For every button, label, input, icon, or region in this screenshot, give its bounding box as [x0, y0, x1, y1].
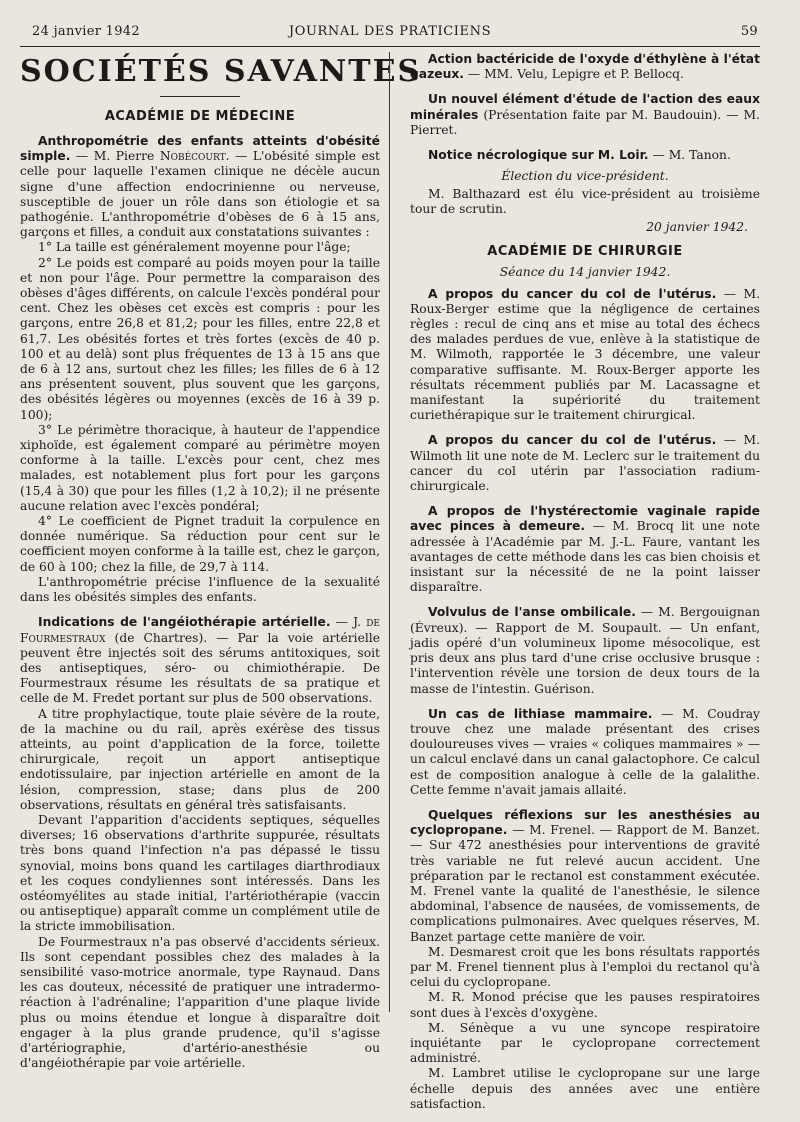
article-eaux-minerales: Un nouvel élément d'étude de l'action des eaux minérales (Présentation faite par M. Baudouin). — M. Pierret. [410, 92, 760, 137]
paragraph: M. Lambret utilise le cyclopropane sur une large échelle depuis des années avec une entière satisfaction. [410, 1066, 760, 1111]
masthead-rule [160, 96, 240, 97]
journal-title: JOURNAL DES PRATICIENS [288, 24, 492, 39]
two-column-body [20, 52, 760, 1122]
article-title: Un cas de lithiase mammaire. [428, 706, 653, 721]
issue-date: 24 janvier 1942 [32, 24, 140, 39]
article-cancer-col-1: A propos du cancer du col de l'utérus. — M. Roux-Berger estime que la négligence de certaines règles : recul de cinq ans et mise au total des échecs des malades perdues de vue, enlève à la statistique de M. Wilmoth, rapportée le 3 décembre, une valeur comparative suffisante. M. Roux-Berger apporte les résultats récemment publiés par M. Lacassagne et manifestant la supériorité du traitement curiethérapique sur le traitement chirurgical. [410, 286, 760, 423]
right-column [390, 52, 760, 1122]
page-number: 59 [740, 24, 758, 39]
article-author: de Fourmestraux [20, 615, 380, 645]
article-title: Quelques réflexions sur les anesthésies au cyclopropane. [410, 807, 760, 838]
article-title: Notice nécrologique sur M. Loir. [428, 148, 649, 163]
article-author: Nobécourt [159, 149, 226, 164]
running-head [20, 18, 760, 42]
article-lithiase: Un cas de lithiase mammaire. — M. Coudray trouve chez une malade présentant des crises douloureuses vives — vraies « coliques mammaires » — un calcul enclavé dans un canal galactophore. Ce calcul est de composition analogue à celle de la galalithe. Cette femme n'avait jamais allaité. [410, 706, 760, 797]
article-title: Action bactéricide de l'oxyde d'éthylène à l'état gazeux. [410, 52, 760, 82]
article-title: A propos du cancer du col de l'utérus. [428, 433, 717, 448]
paragraph: 4° Le coefficient de Pignet traduit la corpulence en donnée numérique. Sa réduction pour cent sur le coefficient moyen conforme à la taille est, chez le garçon, de 60 à 100; chez la fille, de 29,7 à 114. [20, 514, 380, 574]
article-title: A propos de l'hystérectomie vaginale rapide avec pinces à demeure. [410, 504, 760, 534]
paragraph: 2° Le poids est comparé au poids moyen pour la taille et non pour l'âge. Pour permettre la comparaison des obèses d'âges différents, on calcule l'excès pondéral pour cent. Chez les obèses cet excès est compris : pour les garçons, entre 26,8 et 81,2; pour les filles, entre 22,8 et 61,7. Les obésités fortes et très fortes (excès de 40 p. 100 et au delà) sont plus fréquentes de 13 à 15 ans que de 6 à 12 ans, surtout chez les filles; les filles de 6 à 12 ans présentent souvent, plus souvent que les garçons, des obésités légères ou moyennes (excès de 16 à 39 p. 100); [20, 255, 380, 422]
paragraph: M. Desmarest croit que les bons résultats rapportés par M. Frenel tiennent plus à l'emploi du rectanol qu'à celui du cyclopropane. [410, 944, 760, 990]
article-obesite: Anthropométrie des enfants atteints d'obésité simple. — M. Pierre Nobécourt. — L'obésité simple est celle pour laquelle l'examen clinique ne décèle aucun signe d'une affection endocrinienne ou nerveuse, susceptible de jouer un rôle dans son étiologie et sa pathogénie. L'anthropométrie d'obèses de 6 à 15 ans, garçons et filles, a conduit aux constatations suivantes : 1° La taille est généralement moyenne pour l'âge; 2° Le poids est comparé au poids moyen pour la taille et non pour l'âge. Pour permettre la comparaison des obèses d'âges différents, on calcule l'excès pondéral pour cent. Chez les obèses cet excès est compris : pour les garçons, entre 26,8 et 81,2; pour les filles, entre 22,8 et 61,7. Les obésités fortes et très fortes (excès de 40 p. 100 et au delà) sont plus fréquentes de 13 à 15 ans que de 6 à 12 ans, surtout chez les filles; les filles de 6 à 12 ans présentent souvent, plus souvent que les garçons, des obésités légères ou moyennes (excès de 16 à 39 p. 100); 3° Le périmètre thoracique, à hauteur de l'appendice xiphoïde, est également comparé au périmètre moyen conforme à la taille. L'excès pour cent, chez mes malades, est notablement plus fort pour les garçons (15,4 à 30) que pour les filles (1,2 à 10,2); il ne présente aucune relation avec l'excès pondéral; 4° Le coefficient de Pignet traduit la corpulence en donnée numérique. Sa réduction pour cent sur le coefficient moyen conforme à la taille est, chez le garçon, de 60 à 100; chez la fille, de 29,7 à 114. L'anthropométrie précise l'influence de la sexualité dans les obésités simples des enfants. [20, 134, 380, 605]
paragraph: 1° La taille est généralement moyenne pour l'âge; [38, 240, 351, 255]
paragraph: M. R. Monod précise que les pauses respiratoires sont dues à l'excès d'oxygène. [410, 990, 760, 1020]
article-oxyde-ethylene: Action bactéricide de l'oxyde d'éthylène à l'état gazeux. — MM. Velu, Lepigre et P. Bellocq. [410, 52, 760, 82]
paragraph: De Fourmestraux n'a pas observé d'accidents sérieux. Ils sont cependant possibles chez des malades à la sensibilité vaso-motrice anormale, type Raynaud. Dans les cas douteux, nécessité de pratiquer une intradermo-réaction à l'adrénaline; l'apparition d'une plaque livide plus ou moins étendue et longue à disparaître doit engager à la plus grande prudence, qu'il s'agisse d'artériographie, d'artério-anesthésie ou d'angéiothérapie par voie artérielle. [20, 934, 380, 1071]
article-notice-loir: Notice nécrologique sur M. Loir. — M. Tanon. [428, 148, 731, 163]
article-volvulus: Volvulus de l'anse ombilicale. — M. Bergouignan (Évreux). — Rapport de M. Soupault. — Un enfant, jadis opéré d'un volumineux lipome mésocolique, est pris deux ans plus tard d'une crise occlusive brusque : l'intervention révèle une torsion de deux tours de la masse de l'intestin. Guérison. [410, 605, 760, 696]
election-date: 20 janvier 1942. [646, 219, 748, 234]
academie-chirurgie-heading: ACADÉMIE DE CHIRURGIE [487, 243, 683, 259]
paragraph: A titre prophylactique, toute plaie sévère de la route, de la machine ou du rail, après exérèse des tissus atteints, au point d'application de la force, toilette chirurgicale, reçoit un apport antiseptique endotissulaire, par injection artérielle en amont de la lésion, compression, stase; dans plus de 200 observations, résultats en général très satisfaisants. [20, 706, 380, 812]
paragraph: M. Sénèque a vu une syncope respiratoire inquiétante par le cyclopropane correctement administré. [410, 1020, 760, 1066]
article-title: Anthropométrie des enfants atteints d'obésité simple. [20, 134, 380, 164]
left-column [20, 52, 422, 1122]
paragraph: 3° Le périmètre thoracique, à hauteur de l'appendice xiphoïde, est également comparé au périmètre moyen conforme à la taille. L'excès pour cent, chez mes malades, est notablement plus fort pour les garçons (15,4 à 30) que pour les filles (1,2 à 10,2); il ne présente aucune relation avec l'excès pondéral; [20, 422, 380, 513]
article-title: Volvulus de l'anse ombilicale. [428, 605, 636, 620]
column-divider [389, 52, 390, 1012]
article-cyclopropane: Quelques réflexions sur les anesthésies au cyclopropane. — M. Frenel. — Rapport de M. Banzet. — Sur 472 anesthésies pour interventions de gravité très variable ne fut relevé aucun accident. Une préparation par le rectanol est constamment exécutée. M. Frenel vante la qualité de l'anesthésie, le silence abdominal, l'absence de nausées, de vomissements, de complications pulmonaires. Avec quelques réserves, M. Banzet partage cette manière de voir. M. Desmarest croit que les bons résultats rapportés par M. Frenel tiennent plus à l'emploi du rectanol qu'à celui du cyclopropane. M. R. Monod précise que les pauses respiratoires sont dues à l'excès d'oxygène. M. Sénèque a vu une syncope respiratoire inquiétante par le cyclopropane correctement administré. M. Lambret utilise le cyclopropane sur une large échelle depuis des années avec une entière satisfaction. [410, 807, 760, 1111]
article-title: Indications de l'angéiothérapie artérielle. [38, 615, 331, 630]
academie-medecine-heading: ACADÉMIE DE MÉDECINE [104, 109, 296, 124]
paragraph: Devant l'apparition d'accidents septiques, séquelles diverses; 16 observations d'arthrite suppurée, résultats très bons quand l'infection n'a pas dépassé le tissu synovial, moins bons quand les cartilages diarthrodiaux et les coques condyliennes sont intéressés. Dans les ostéomyélites au stade initial, l'artériothérapie (vaccin ou antiseptique) apparaît comme un complément utile de la stricte immobilisation. [20, 812, 380, 934]
article-title: A propos du cancer du col de l'utérus. [428, 286, 717, 301]
seance-date: Séance du 14 janvier 1942. [499, 264, 671, 279]
article-title: Un nouvel élément d'étude de l'action des eaux minérales [410, 92, 760, 122]
paragraph: L'anthropométrie précise l'influence de la sexualité dans les obésités simples des enfants. [20, 574, 380, 605]
header-rule [20, 46, 760, 47]
election-heading: Élection du vice-président. [501, 169, 669, 184]
article-cancer-col-2: A propos du cancer du col de l'utérus. — M. Wilmoth lit une note de M. Leclerc sur le traitement du cancer du col utérin par l'association radium-chirurgicale. [410, 433, 760, 494]
article-angeiotherapie: Indications de l'angéiothérapie artérielle. — J. de Fourmestraux (de Chartres). — Par la voie artérielle peuvent être injectés soit des sérums antitoxiques, soit des antiseptiques, séro- ou chimiothérapie. De Fourmestraux résume les résultats de sa pratique et celle de M. Fredet portant sur plus de 500 observations. A titre prophylactique, toute plaie sévère de la route, de la machine ou du rail, après exérèse des tissus atteints, au point d'application de la force, toilette chirurgicale, reçoit un apport antiseptique endotissulaire, par injection artérielle en amont de la lésion, compression, stase; dans plus de 200 observations, résultats en général très satisfaisants. Devant l'apparition d'accidents septiques, séquelles diverses; 16 observations d'arthrite suppurée, résultats très bons quand l'infection n'a pas dépassé le tissu synovial, moins bons quand les cartilages diarthrodiaux et les coques condyliennes sont intéressés. Dans les ostéomyélites au stade initial, l'artériothérapie (vaccin ou antiseptique) apparaît comme un complément utile de la stricte immobilisation. De Fourmestraux n'a pas observé d'accidents sérieux. Ils sont cependant possibles chez des malades à la sensibilité vaso-motrice anormale, type Raynaud. Dans les cas douteux, nécessité de pratiquer une intradermo-réaction à l'adrénaline; l'apparition d'une plaque livide plus ou moins étendue et longue à disparaître doit engager à la plus grande prudence, qu'il s'agisse d'artériographie, d'artério-anesthésie ou d'angéiothérapie par voie artérielle. [20, 615, 380, 1071]
article-hysterectomie: A propos de l'hystérectomie vaginale rapide avec pinces à demeure. — M. Brocq lit une note adressée à l'Académie par M. J.-L. Faure, vantant les avantages de cette méthode dans les cas bien choisis et insistant sur la nécessité de ne la point laisser disparaître. [410, 504, 761, 595]
election-text: M. Balthazard est élu vice-président au troisième tour de scrutin. [410, 187, 760, 217]
section-masthead: SOCIÉTÉS SAVANTES [20, 54, 422, 89]
